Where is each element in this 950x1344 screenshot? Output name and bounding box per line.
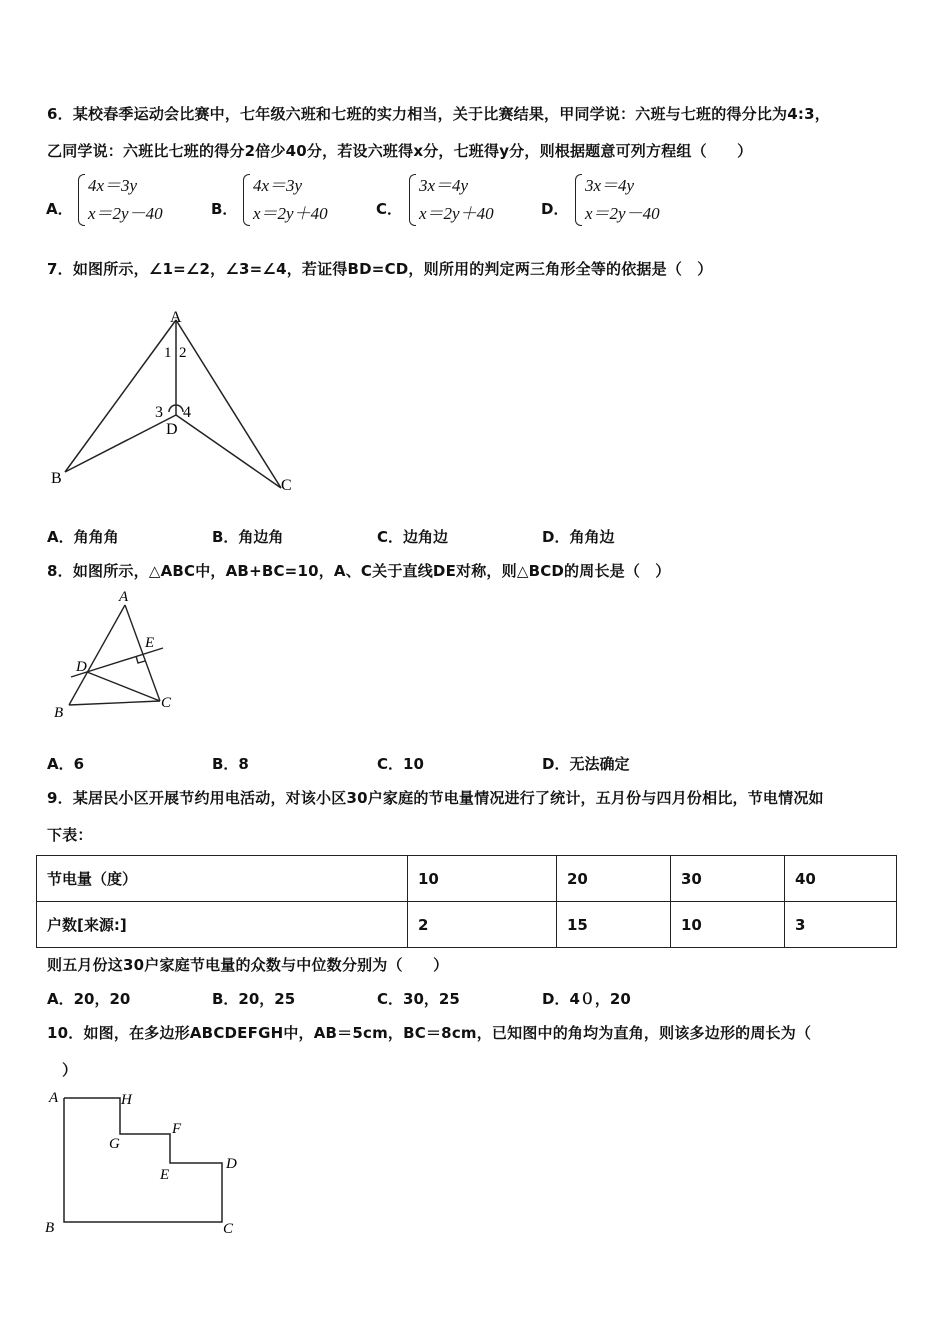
q7-label-a: A [170,309,182,326]
q10-label-b: B [45,1220,55,1236]
q10-polygon [64,1098,222,1222]
q9-option-d: D．4０，20 [542,990,631,1008]
q8-option-b: B．8 [212,755,249,773]
q6-option-c-eq1: 3x＝4y [419,176,469,195]
q8-option-c: C．10 [377,755,424,773]
q8-label-a: A [119,589,129,605]
table-cell: 节电量（度） [37,856,408,902]
q7-label-c: C [281,477,292,494]
q8-line-ac [125,605,160,701]
q9-option-b: B．20，25 [212,990,296,1008]
q9-option-c: C．30，25 [377,990,460,1008]
q7-label-angle4: 4 [183,404,191,421]
table-cell: 10 [408,856,557,902]
q10-label-h: H [121,1092,132,1108]
q7-stem: 7．如图所示，∠1=∠2，∠3=∠4，若证得BD=CD，则所用的判定两三角形全等的依据是（ ） [47,260,713,278]
q10-label-e: E [160,1167,170,1183]
q10-label-c: C [223,1221,234,1237]
q9-stem-line1: 9．某居民小区开展节约用电活动，对该小区30户家庭的节电量情况进行了统计，五月份与四月份相比，节电情况如 [47,789,824,807]
q6-option-d-eq1: 3x＝4y [585,176,635,195]
q7-option-c: C．边角边 [377,528,449,546]
q7-figure [45,300,305,500]
q8-label-b: B [54,705,64,721]
q7-option-b: B．角边角 [212,528,284,546]
q8-option-a: A．6 [47,755,85,773]
q8-label-c: C [161,695,172,711]
q6-option-c-eq2: x＝2y＋40 [419,204,494,223]
q7-label-angle3: 3 [155,404,163,421]
q10-label-f: F [172,1121,182,1137]
table-cell: 3 [785,902,897,948]
q7-line-ac [176,320,281,488]
q6-option-a-eq1: 4x＝3y [88,176,138,195]
q8-line-bc [69,701,160,705]
q6-option-d-eq2: x＝2y－40 [585,204,660,223]
q9-stem-line2: 下表： [47,826,93,844]
table-cell: 15 [557,902,671,948]
q6-option-b-eq2: x＝2y＋40 [253,204,328,223]
q10-label-a: A [49,1090,59,1106]
table-cell: 40 [785,856,897,902]
q6-option-a-label: A． [46,200,73,218]
q8-line-dc [87,672,160,701]
q8-label-e: E [145,635,155,651]
table-row [37,856,897,902]
q7-label-d: D [166,421,178,438]
q7-label-b: B [51,470,62,487]
table-cell: 2 [408,902,557,948]
q7-option-a: A．角角角 [47,528,119,546]
q6-option-b-label: B． [211,200,238,218]
q7-option-d: D．角角边 [542,528,615,546]
q9-table [36,855,897,948]
q10-label-g: G [109,1136,120,1152]
q7-line-bd [65,415,176,472]
q10-stem-line1: 10．如图，在多边形ABCDEFGH中，AB＝5cm，BC＝8cm，已知图中的角均为直角，则该多边形的周长为（ [47,1024,812,1042]
table-row [37,902,897,948]
q8-figure [45,585,195,725]
q8-line-ab [69,605,125,705]
q9-option-a: A．20，20 [47,990,131,1008]
table-cell: 30 [671,856,785,902]
q10-figure [40,1085,250,1245]
q7-label-angle2: 2 [179,345,187,361]
q6-option-a-eq2: x＝2y－40 [88,204,163,223]
q6-stem-line2: 乙同学说：六班比七班的得分2倍少40分，若设六班得x分，七班得y分，则根据题意可列方程组（ ） [47,142,753,160]
table-cell: 户数[来源:] [37,902,408,948]
q6-stem-line1: 6．某校春季运动会比赛中，七年级六班和七班的实力相当，关于比赛结果，甲同学说：六班与七班的得分比为4:3， [47,105,830,123]
q7-line-ab [65,320,176,472]
q8-option-d: D．无法确定 [542,755,630,773]
q10-label-d: D [226,1156,237,1172]
q6-option-b-eq1: 4x＝3y [253,176,303,195]
table-cell: 10 [671,902,785,948]
q8-label-d: D [76,659,87,675]
q6-option-d-label: D． [541,200,569,218]
table-cell: 20 [557,856,671,902]
q8-stem: 8．如图所示，△ABC中，AB+BC=10，A、C关于直线DE对称，则△BCD的周长是（ ） [47,562,671,580]
q6-option-c-label: C． [376,200,403,218]
q7-label-angle1: 1 [164,345,172,361]
q10-stem-line2: ） [62,1061,78,1079]
q9-followup: 则五月份这30户家庭节电量的众数与中位数分别为（ ） [47,956,449,974]
q7-line-cd [176,415,281,488]
